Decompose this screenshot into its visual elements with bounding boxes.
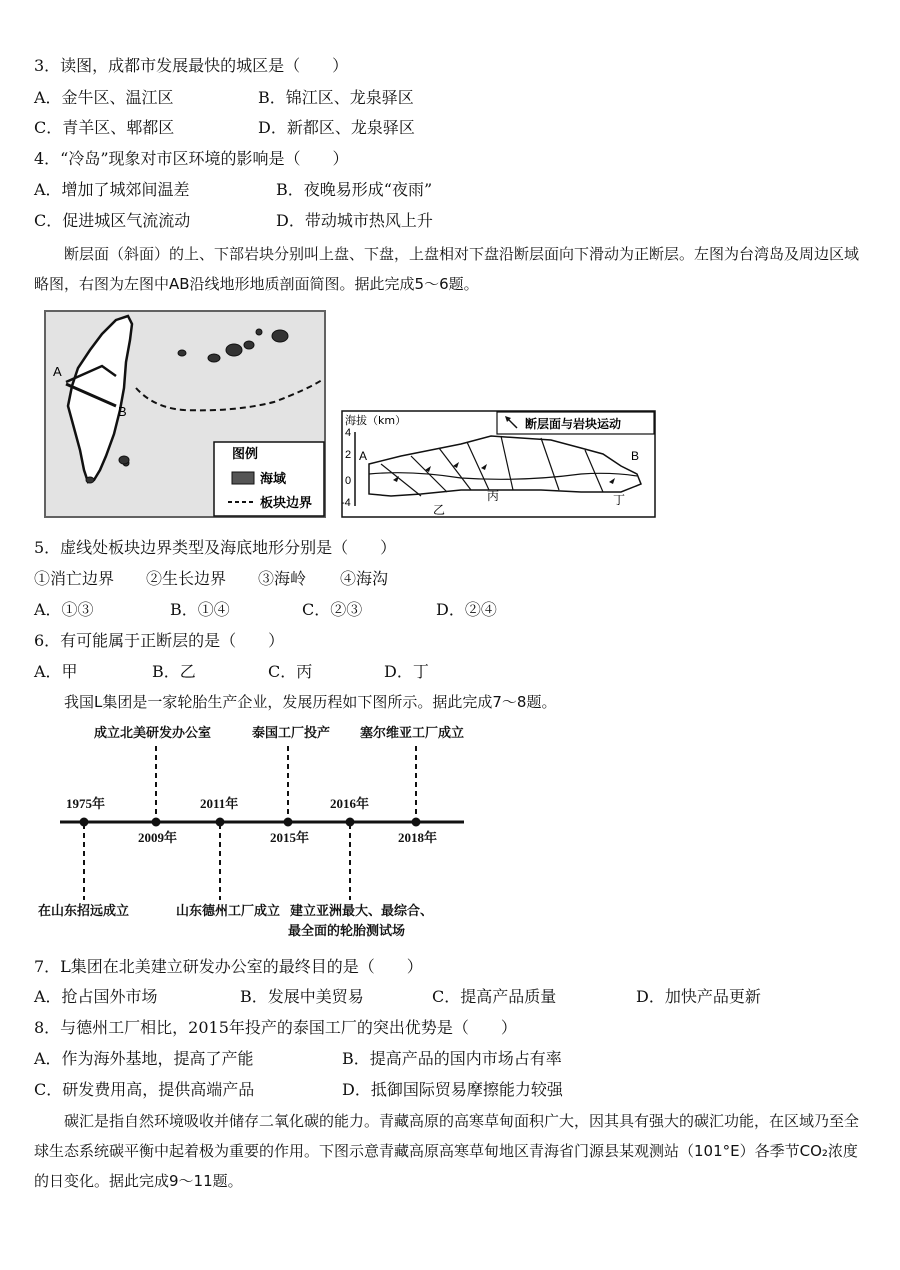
- q7-option-c: C．提高产品质量: [432, 987, 557, 1006]
- q3-option-b: B．锦江区、龙泉驿区: [258, 88, 414, 107]
- q5-option-a: A．①③: [34, 600, 94, 619]
- profile-legend: 断层面与岩块运动: [525, 417, 622, 431]
- year-1975: 1975年: [66, 796, 106, 811]
- event-2018: 塞尔维亚工厂成立: [360, 726, 465, 741]
- profile-label-b: B: [631, 449, 640, 463]
- timeline-dot-2016: [346, 818, 355, 827]
- q5-item-1: ①消亡边界: [34, 569, 115, 588]
- event-2009: 成立北美研发办公室: [94, 726, 212, 741]
- event-2016-line2: 最全面的轮胎测试场: [288, 924, 406, 939]
- q7-option-d: D．加快产品更新: [636, 987, 761, 1006]
- profile-label-ding: 丁: [613, 493, 626, 507]
- taiwan-map: [44, 310, 326, 518]
- q5-option-d: D．②④: [436, 600, 497, 619]
- q5-item-3: ③海岭: [258, 569, 307, 588]
- year-2018: 2018年: [398, 830, 438, 845]
- event-2016-line1: 建立亚洲最大、最综合、: [290, 904, 434, 919]
- q3-option-a: A．金牛区、温江区: [34, 88, 174, 107]
- timeline-lines: [0, 720, 900, 946]
- timeline-figure: [0, 720, 900, 946]
- year-2016: 2016年: [330, 796, 370, 811]
- q6-option-d: D．丁: [384, 662, 429, 681]
- map-label-b: B: [118, 404, 127, 419]
- q8-option-d: D．抵御国际贸易摩擦能力较强: [342, 1080, 563, 1099]
- q5-option-b: B．①④: [170, 600, 230, 619]
- event-2015: 泰国工厂投产: [252, 726, 331, 741]
- q3-option-d: D．新都区、龙泉驿区: [258, 118, 415, 137]
- year-2009: 2009年: [138, 830, 178, 845]
- q4-option-c: C．促进城区气流流动: [34, 211, 191, 230]
- timeline-dot-2015: [284, 818, 293, 827]
- q7-option-b: B．发展中美贸易: [240, 987, 364, 1006]
- q6-option-b: B．乙: [152, 662, 196, 681]
- map-label-a: A: [53, 364, 62, 379]
- intro-q9-11: 碳汇是指自然环境吸收并储存二氧化碳的能力。青藏高原的高寒草甸面积广大，因其具有强大的碳汇功能，在区域乃至全球生态系统碳平衡中起着极为重要的作用。下图示意青藏高原高寒草甸地区青海省门源县某观测站（101°E）各季节CO₂浓度的日变化。据此完成9～11题。: [34, 1112, 860, 1190]
- q7-option-a: A．抢占国外市场: [34, 987, 158, 1006]
- legend-boundary: 板块边界: [260, 496, 313, 511]
- q6-option-c: C．丙: [268, 662, 313, 681]
- y-tick-2: 2: [345, 449, 352, 461]
- event-2011: 山东德州工厂成立: [176, 904, 281, 919]
- legend-sea: 海域: [260, 472, 287, 487]
- profile-label-bing: 丙: [487, 489, 500, 503]
- timeline-dot-2011: [216, 818, 225, 827]
- q5-stem: 5．虚线处板块边界类型及海底地形分别是（ ）: [34, 538, 397, 557]
- profile-y-title: 海拔（km）: [345, 414, 407, 427]
- q5-option-c: C．②③: [302, 600, 363, 619]
- q7-stem: 7．L集团在北美建立研发办公室的最终目的是（ ）: [34, 957, 423, 976]
- q6-option-a: A．甲: [34, 662, 78, 681]
- profile-diagram: [341, 410, 656, 518]
- event-1975: 在山东招远成立: [38, 904, 130, 919]
- q3-stem: 3．读图，成都市发展最快的城区是（ ）: [34, 56, 349, 75]
- timeline-dot-1975: [80, 818, 89, 827]
- intro-q5-6: 断层面（斜面）的上、下部岩块分别叫上盘、下盘，上盘相对下盘沿断层面向下滑动为正断层。左图为台湾岛及周边区域略图，右图为左图中AB沿线地形地质剖面简图。据此完成5～6题。: [34, 245, 860, 293]
- q4-option-a: A．增加了城郊间温差: [34, 180, 190, 199]
- q4-option-b: B．夜晚易形成“夜雨”: [276, 180, 433, 199]
- q6-stem: 6．有可能属于正断层的是（ ）: [34, 631, 285, 650]
- q8-option-a: A．作为海外基地，提高了产能: [34, 1049, 254, 1068]
- year-2011: 2011年: [200, 796, 239, 811]
- timeline-dot-2009: [152, 818, 161, 827]
- q4-stem: 4．“冷岛”现象对市区环境的影响是（ ）: [34, 149, 349, 168]
- legend-title: 图例: [232, 447, 259, 462]
- q8-option-b: B．提高产品的国内市场占有率: [342, 1049, 562, 1068]
- legend-sea-swatch: [232, 472, 254, 484]
- q4-option-d: D．带动城市热风上升: [276, 211, 433, 230]
- year-2015: 2015年: [270, 830, 310, 845]
- y-tick-4: 4: [345, 427, 352, 439]
- y-tick-neg4: -4: [341, 497, 351, 509]
- profile-label-yi: 乙: [433, 503, 446, 517]
- q3-option-c: C．青羊区、郫都区: [34, 118, 175, 137]
- intro-q7-8: 我国L集团是一家轮胎生产企业，发展历程如下图所示。据此完成7～8题。: [64, 693, 557, 711]
- timeline-dot-2018: [412, 818, 421, 827]
- profile-label-a: A: [359, 449, 368, 463]
- q8-stem: 8．与德州工厂相比，2015年投产的泰国工厂的突出优势是（ ）: [34, 1018, 517, 1037]
- q8-option-c: C．研发费用高，提供高端产品: [34, 1080, 255, 1099]
- q5-item-4: ④海沟: [340, 569, 389, 588]
- q5-item-2: ②生长边界: [146, 569, 227, 588]
- y-tick-0: 0: [345, 475, 352, 487]
